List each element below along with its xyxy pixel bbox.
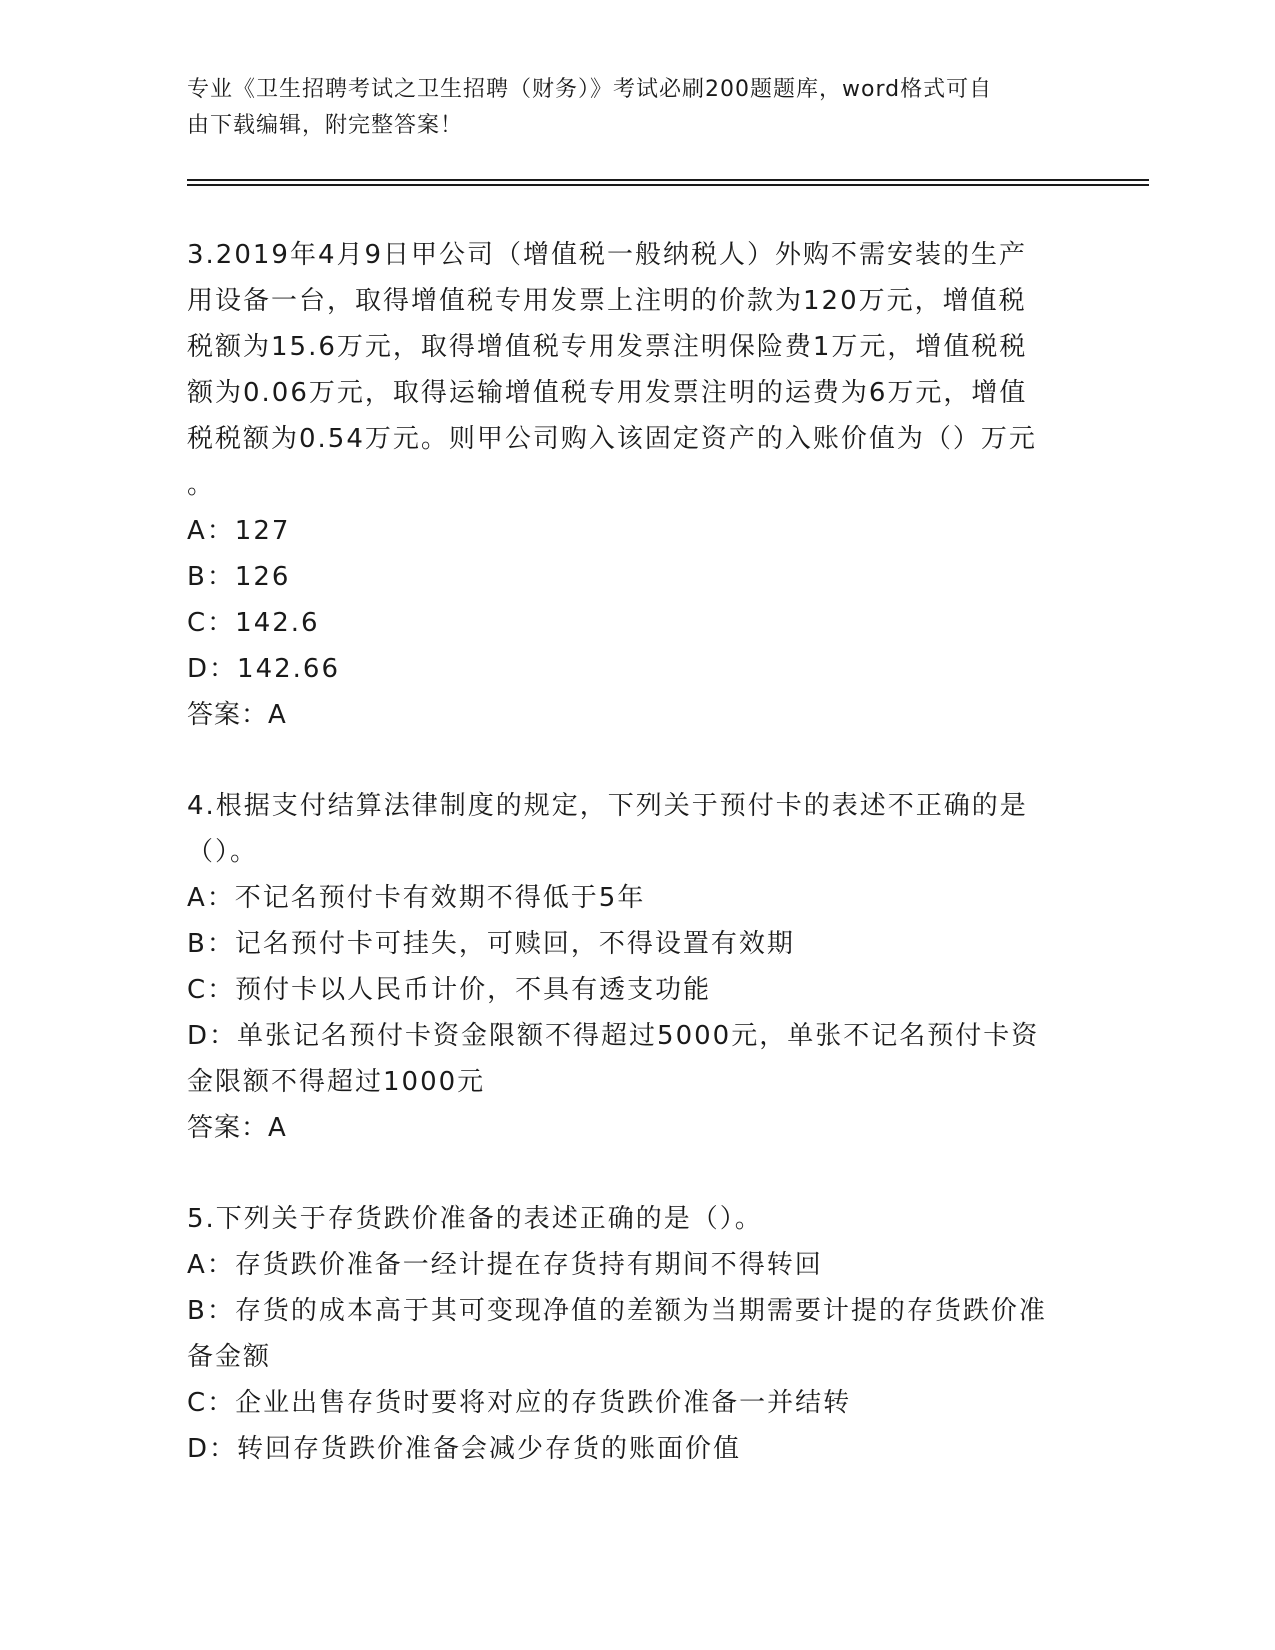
option-c: C：企业出售存货时要将对应的存货跌价准备一并结转 — [187, 1388, 852, 1418]
header-line-1: 专业《卫生招聘考试之卫生招聘（财务）》考试必刷200题题库，word格式可自 — [187, 77, 993, 102]
option-d-continued: 金限额不得超过1000元 — [187, 1067, 486, 1097]
document-header — [187, 72, 1067, 144]
question-stem — [187, 1196, 1087, 1242]
question-5 — [187, 1196, 1087, 1472]
question-spacer — [187, 738, 1087, 783]
stem-line: 税税额为0.54万元。则甲公司购入该固定资产的入账价值为（）万元 — [187, 424, 1037, 454]
option-b: B：存货的成本高于其可变现净值的差额为当期需要计提的存货跌价准 — [187, 1296, 1047, 1326]
answer-label: 答案：A — [187, 1113, 287, 1143]
option-b-continued: 备金额 — [187, 1342, 272, 1372]
question-list — [187, 232, 1087, 1472]
header-line-2: 由下载编辑，附完整答案！ — [187, 113, 464, 138]
stem-line: 3.2019年4月9日甲公司（增值税一般纳税人）外购不需安装的生产 — [187, 240, 1028, 270]
option-d: D：转回存货跌价准备会减少存货的账面价值 — [187, 1434, 742, 1464]
stem-line: 5.下列关于存货跌价准备的表述正确的是（）。 — [187, 1204, 763, 1234]
answer-label: 答案：A — [187, 700, 287, 730]
option-d: D：单张记名预付卡资金限额不得超过5000元，单张不记名预付卡资 — [187, 1021, 1040, 1051]
question-spacer — [187, 1151, 1087, 1196]
question-stem — [187, 783, 1087, 875]
header-divider-top — [187, 179, 1149, 181]
stem-line: 用设备一台，取得增值税专用发票上注明的价款为120万元，增值税 — [187, 286, 1027, 316]
option-c: C：142.6 — [187, 608, 320, 638]
option-b: B：记名预付卡可挂失，可赎回，不得设置有效期 — [187, 929, 795, 959]
question-stem — [187, 232, 1087, 508]
option-a: A：存货跌价准备一经计提在存货持有期间不得转回 — [187, 1250, 823, 1280]
stem-line: 额为0.06万元，取得运输增值税专用发票注明的运费为6万元，增值 — [187, 378, 1028, 408]
header-divider-bottom — [187, 184, 1149, 186]
stem-line: （）。 — [187, 837, 259, 867]
option-d: D：142.66 — [187, 654, 340, 684]
question-4 — [187, 783, 1087, 1151]
option-a: A：不记名预付卡有效期不得低于5年 — [187, 883, 646, 913]
option-a: A：127 — [187, 516, 291, 546]
stem-line: 税额为15.6万元，取得增值税专用发票注明保险费1万元，增值税税 — [187, 332, 1028, 362]
stem-line: 4.根据支付结算法律制度的规定，下列关于预付卡的表述不正确的是 — [187, 791, 1028, 821]
option-b: B：126 — [187, 562, 291, 592]
question-3 — [187, 232, 1087, 738]
option-c: C：预付卡以人民币计价，不具有透支功能 — [187, 975, 712, 1005]
stem-line: 。 — [187, 470, 216, 500]
